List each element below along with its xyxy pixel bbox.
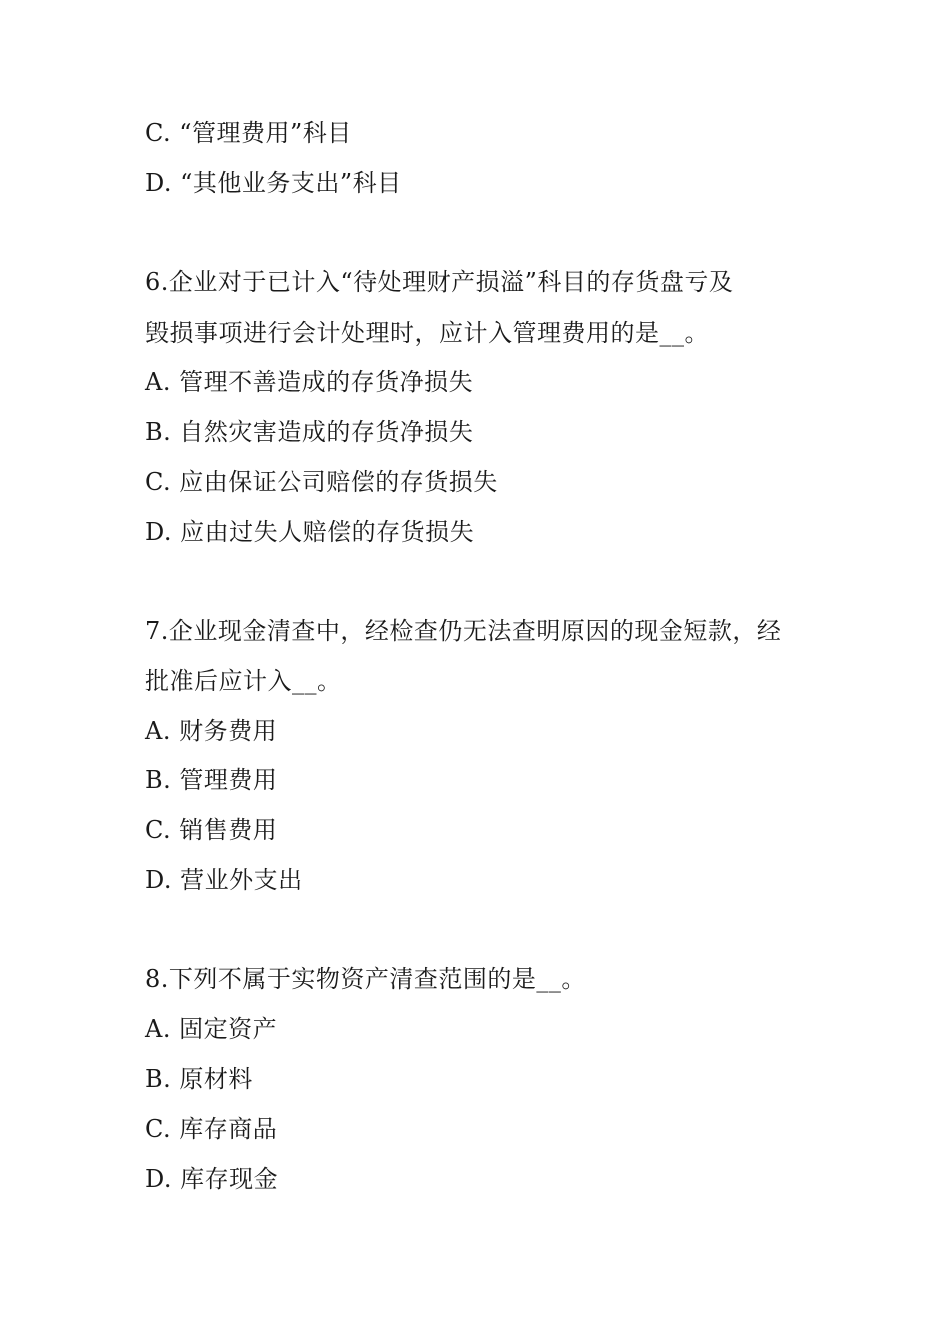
question-6-option-c: C. 应由保证公司赔偿的存货损失 — [145, 468, 498, 496]
question-8-option-a: A. 固定资产 — [145, 1015, 278, 1043]
question-8-option-b: B. 原材料 — [145, 1065, 253, 1093]
question-6-option-a: A. 管理不善造成的存货净损失 — [145, 368, 474, 396]
question-7-stem-line-1: 7.企业现金清查中，经检查仍无法查明原因的现金短款，经 — [145, 617, 782, 645]
question-8-stem-line-1: 8.下列不属于实物资产清查范围的是__。 — [145, 965, 586, 993]
question-8-option-c: C. 库存商品 — [145, 1115, 278, 1143]
question-6-option-d: D. 应由过失人赔偿的存货损失 — [145, 518, 475, 546]
question-7-stem-line-2: 批准后应计入__。 — [145, 667, 342, 695]
question-6-stem-line-1: 6.企业对于已计入“待处理财产损溢”科目的存货盘亏及 — [145, 268, 734, 296]
question-7-option-a: A. 财务费用 — [145, 717, 278, 745]
question-6-stem-line-2: 毁损事项进行会计处理时，应计入管理费用的是__。 — [145, 319, 709, 347]
option-d-prev: D. “其他业务支出”科目 — [145, 169, 402, 197]
question-7-option-c: C. 销售费用 — [145, 816, 278, 844]
question-6-option-b: B. 自然灾害造成的存货净损失 — [145, 418, 474, 446]
option-c-prev: C. “管理费用”科目 — [145, 119, 352, 147]
question-7-option-b: B. 管理费用 — [145, 766, 278, 794]
question-8-option-d: D. 库存现金 — [145, 1165, 279, 1193]
question-7-option-d: D. 营业外支出 — [145, 866, 303, 894]
